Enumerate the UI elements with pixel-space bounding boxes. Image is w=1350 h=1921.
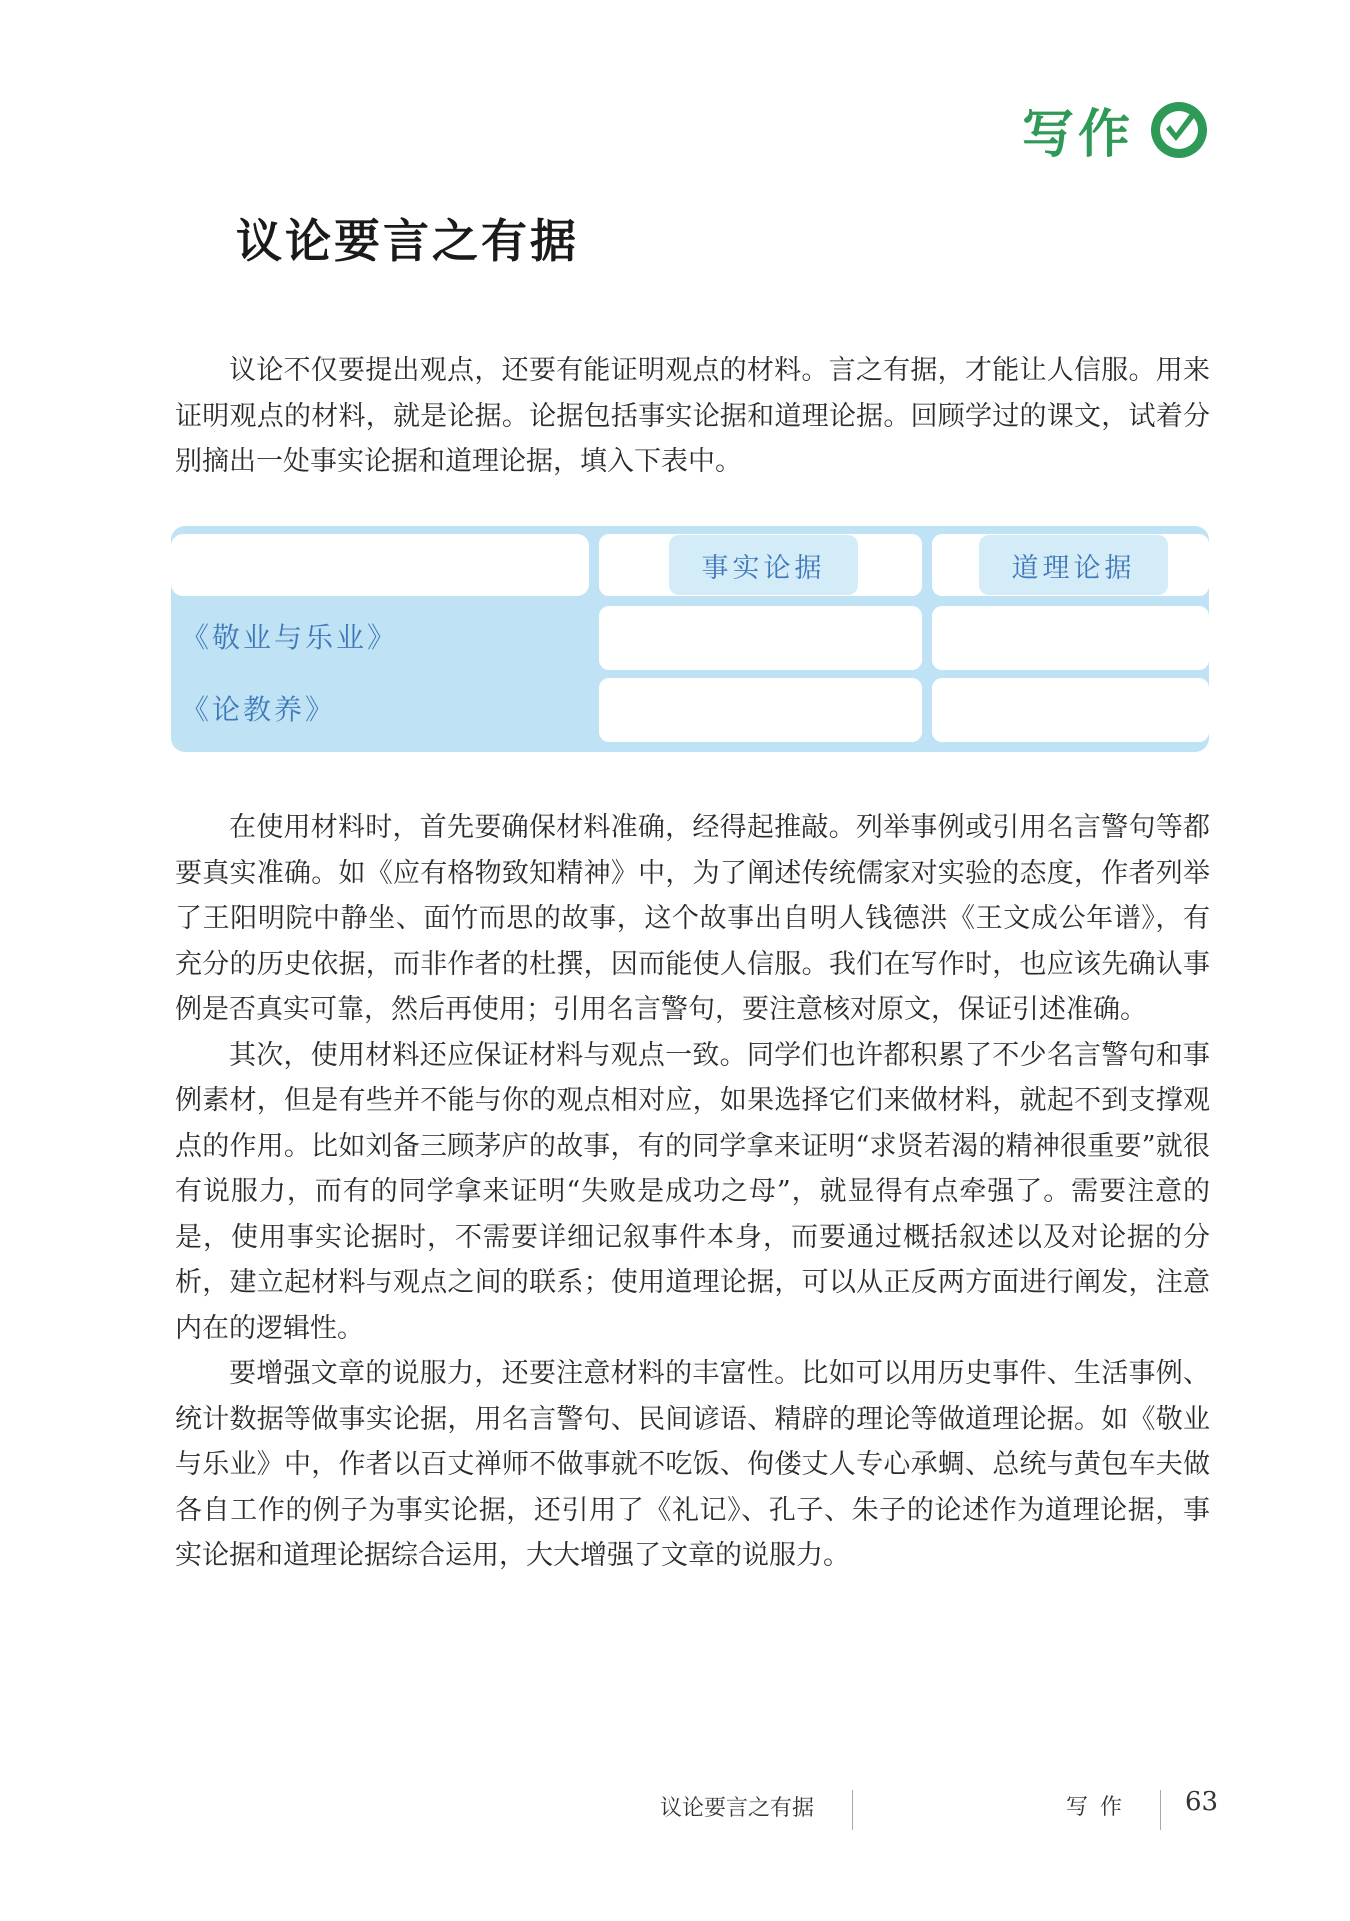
body-text <box>175 805 1210 1579</box>
column-header-reason: 道理论据 <box>979 535 1168 595</box>
row-label-1: 《敬业与乐业》 <box>181 621 399 654</box>
table-corner-cell <box>171 534 589 596</box>
evidence-table <box>171 526 1209 752</box>
row-label-2: 《论教养》 <box>181 693 337 726</box>
footer-divider <box>1160 1790 1161 1830</box>
page-title: 议论要言之有据 <box>236 214 579 268</box>
body-paragraph-2: 其次，使用材料还应保证材料与观点一致。同学们也许都积累了不少名言警句和事例素材，但是有些并不能与你的观点相对应，如果选择它们来做材料，就起不到支撑观点的作用。比如刘备三顾茅庐的故事，有的同学拿来证明“求贤若渴的精神很重要”就很有说服力，而有的同学拿来证明“失败是成功之母”，就显得有点牵强了。需要注意的是，使用事实论据时，不需要详细记叙事件本身，而要通过概括叙述以及对论据的分析，建立起材料与观点之间的联系；使用道理论据，可以从正反两方面进行阐发，注意内在的逻辑性。 <box>175 1039 1210 1344</box>
section-label: 写作 <box>1021 105 1134 165</box>
body-paragraph-1: 在使用材料时，首先要确保材料准确，经得起推敲。列举事例或引用名言警句等都要真实准确。如《应有格物致知精神》中，为了阐述传统儒家对实验的态度，作者列举了王阳明院中静坐、面竹而思的故事，这个故事出自明人钱德洪《王文成公年谱》，有充分的历史依据，而非作者的杜撰，因而能使人信服。我们在写作时，也应该先确认事例是否真实可靠，然后再使用；引用名言警句，要注意核对原文，保证引述准确。 <box>175 812 1210 1025</box>
row2-fact-cell[interactable] <box>599 678 922 742</box>
row1-fact-cell[interactable] <box>599 606 922 670</box>
body-paragraph-3: 要增强文章的说服力，还要注意材料的丰富性。比如可以用历史事件、生活事例、统计数据等做事实论据，用名言警句、民间谚语、精辟的理论等做道理论据。如《敬业与乐业》中，作者以百丈禅师不做事就不吃饭、佝偻丈人专心承蜩、总统与黄包车夫做各自工作的例子为事实论据，还引用了《礼记》、孔子、朱子的论述作为道理论据，事实论据和道理论据综合运用，大大增强了文章的说服力。 <box>175 1358 1210 1571</box>
section-tag <box>1022 92 1210 167</box>
row2-reason-cell[interactable] <box>932 678 1209 742</box>
footer-running-title: 议论要言之有据 <box>660 1796 815 1821</box>
column-header-fact: 事实论据 <box>669 535 858 595</box>
pen-check-icon <box>1148 99 1210 161</box>
row1-reason-cell[interactable] <box>932 606 1209 670</box>
intro-paragraph: 议论不仅要提出观点，还要有能证明观点的材料。言之有据，才能让人信服。用来证明观点的材料，就是论据。论据包括事实论据和道理论据。回顾学过的课文，试着分别摘出一处事实论据和道理论据，填入下表中。 <box>175 355 1210 477</box>
footer-divider <box>852 1790 853 1830</box>
page-number: 63 <box>1185 1787 1219 1817</box>
footer-section: 写作 <box>1066 1795 1135 1820</box>
